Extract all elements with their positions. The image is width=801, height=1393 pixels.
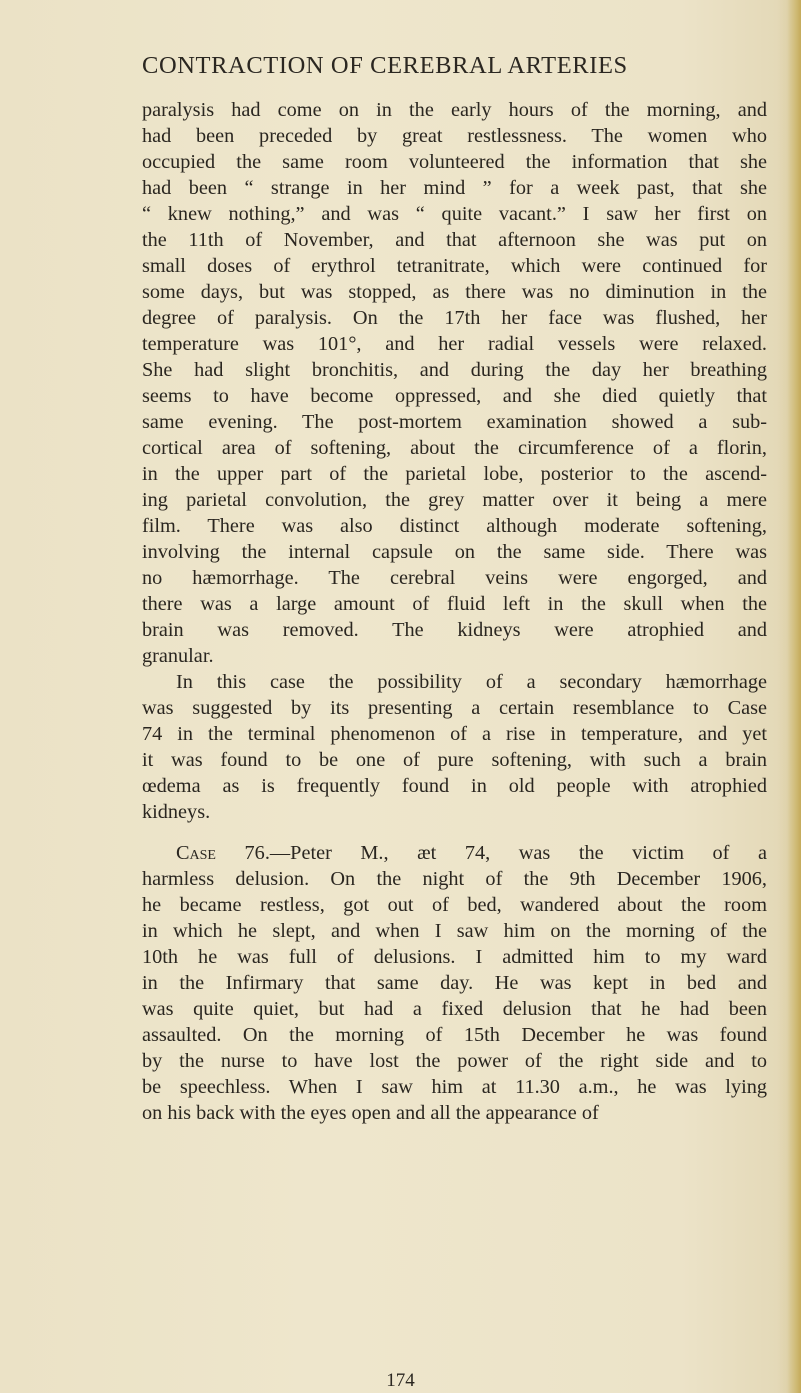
body-text <box>142 97 767 1126</box>
text-line: no hæmorrhage. The cerebral veins were engorged, and <box>142 567 767 589</box>
text-line: had been “ strange in her mind ” for a week past, that she <box>142 177 767 199</box>
text-line: temperature was 101°, and her radial vessels were relaxed. <box>142 333 767 355</box>
text-line: in the Infirmary that same day. He was kept in bed and <box>142 972 767 994</box>
text-line: in which he slept, and when I saw him on the morning of the <box>142 920 767 942</box>
text-line: seems to have become oppressed, and she died quietly that <box>142 385 767 407</box>
text-line: be speechless. When I saw him at 11.30 a.m., he was lying <box>142 1076 767 1098</box>
text-line: In this case the possibility of a secondary hæmorrhage <box>176 671 767 693</box>
text-line: some days, but was stopped, as there was no diminution in the <box>142 281 767 303</box>
text-line: the 11th of November, and that afternoon she was put on <box>142 229 767 251</box>
case-label: Case <box>176 842 216 864</box>
text-line: brain was removed. The kidneys were atrophied and <box>142 619 767 641</box>
text-line: paralysis had come on in the early hours of the morning, and <box>142 99 767 121</box>
page-edge-shadow <box>787 0 801 1393</box>
text-line: She had slight bronchitis, and during the day her breathing <box>142 359 767 381</box>
text-line: 74 in the terminal phenomenon of a rise in temperature, and yet <box>142 723 767 745</box>
text-line: “ knew nothing,” and was “ quite vacant.” I saw her first on <box>142 203 767 225</box>
text-line: was suggested by its presenting a certain resemblance to Case <box>142 697 767 719</box>
text-line: there was a large amount of fluid left in the skull when the <box>142 593 767 615</box>
text-line: œdema as is frequently found in old people with atrophied <box>142 775 767 797</box>
text-line: same evening. The post-mortem examination showed a sub- <box>142 411 767 433</box>
paragraph-case-75-continued <box>142 97 767 669</box>
text-line: was quite quiet, but had a fixed delusion that he had been <box>142 998 767 1020</box>
text-line: ing parietal convolution, the grey matter over it being a mere <box>142 489 767 511</box>
text-line: by the nurse to have lost the power of the right side and to <box>142 1050 767 1072</box>
text-line: assaulted. On the morning of 15th December he was found <box>142 1024 767 1046</box>
text-line: he became restless, got out of bed, wandered about the room <box>142 894 767 916</box>
page-number: 174 <box>386 1370 415 1391</box>
text-line: in the upper part of the parietal lobe, posterior to the ascend- <box>142 463 767 485</box>
text-line: 10th he was full of delusions. I admitted him to my ward <box>142 946 767 968</box>
paragraph-discussion <box>142 669 767 825</box>
text-line: small doses of erythrol tetranitrate, which were continued for <box>142 255 767 277</box>
paragraph-gap <box>142 825 767 840</box>
text-line: on his back with the eyes open and all the appearance of <box>142 1102 599 1124</box>
text-line: occupied the same room volunteered the information that she <box>142 151 767 173</box>
text-line <box>142 840 767 866</box>
text-line: degree of paralysis. On the 17th her face was flushed, her <box>142 307 767 329</box>
text-line: kidneys. <box>142 801 211 823</box>
text-line: it was found to be one of pure softening, with such a brain <box>142 749 767 771</box>
text-line: had been preceded by great restlessness. The women who <box>142 125 767 147</box>
text-line: harmless delusion. On the night of the 9th December 1906, <box>142 868 767 890</box>
paragraph-case-76 <box>142 840 767 1126</box>
text-line: involving the internal capsule on the same side. There was <box>142 541 767 563</box>
case-heading-text: 76.—Peter M., æt 74, was the victim of a <box>215 842 767 864</box>
running-head: CONTRACTION OF CEREBRAL ARTERIES <box>142 52 628 79</box>
text-line: cortical area of softening, about the circumference of a florin, <box>142 437 767 459</box>
text-line: granular. <box>142 645 214 667</box>
text-line: film. There was also distinct although moderate softening, <box>142 515 767 537</box>
